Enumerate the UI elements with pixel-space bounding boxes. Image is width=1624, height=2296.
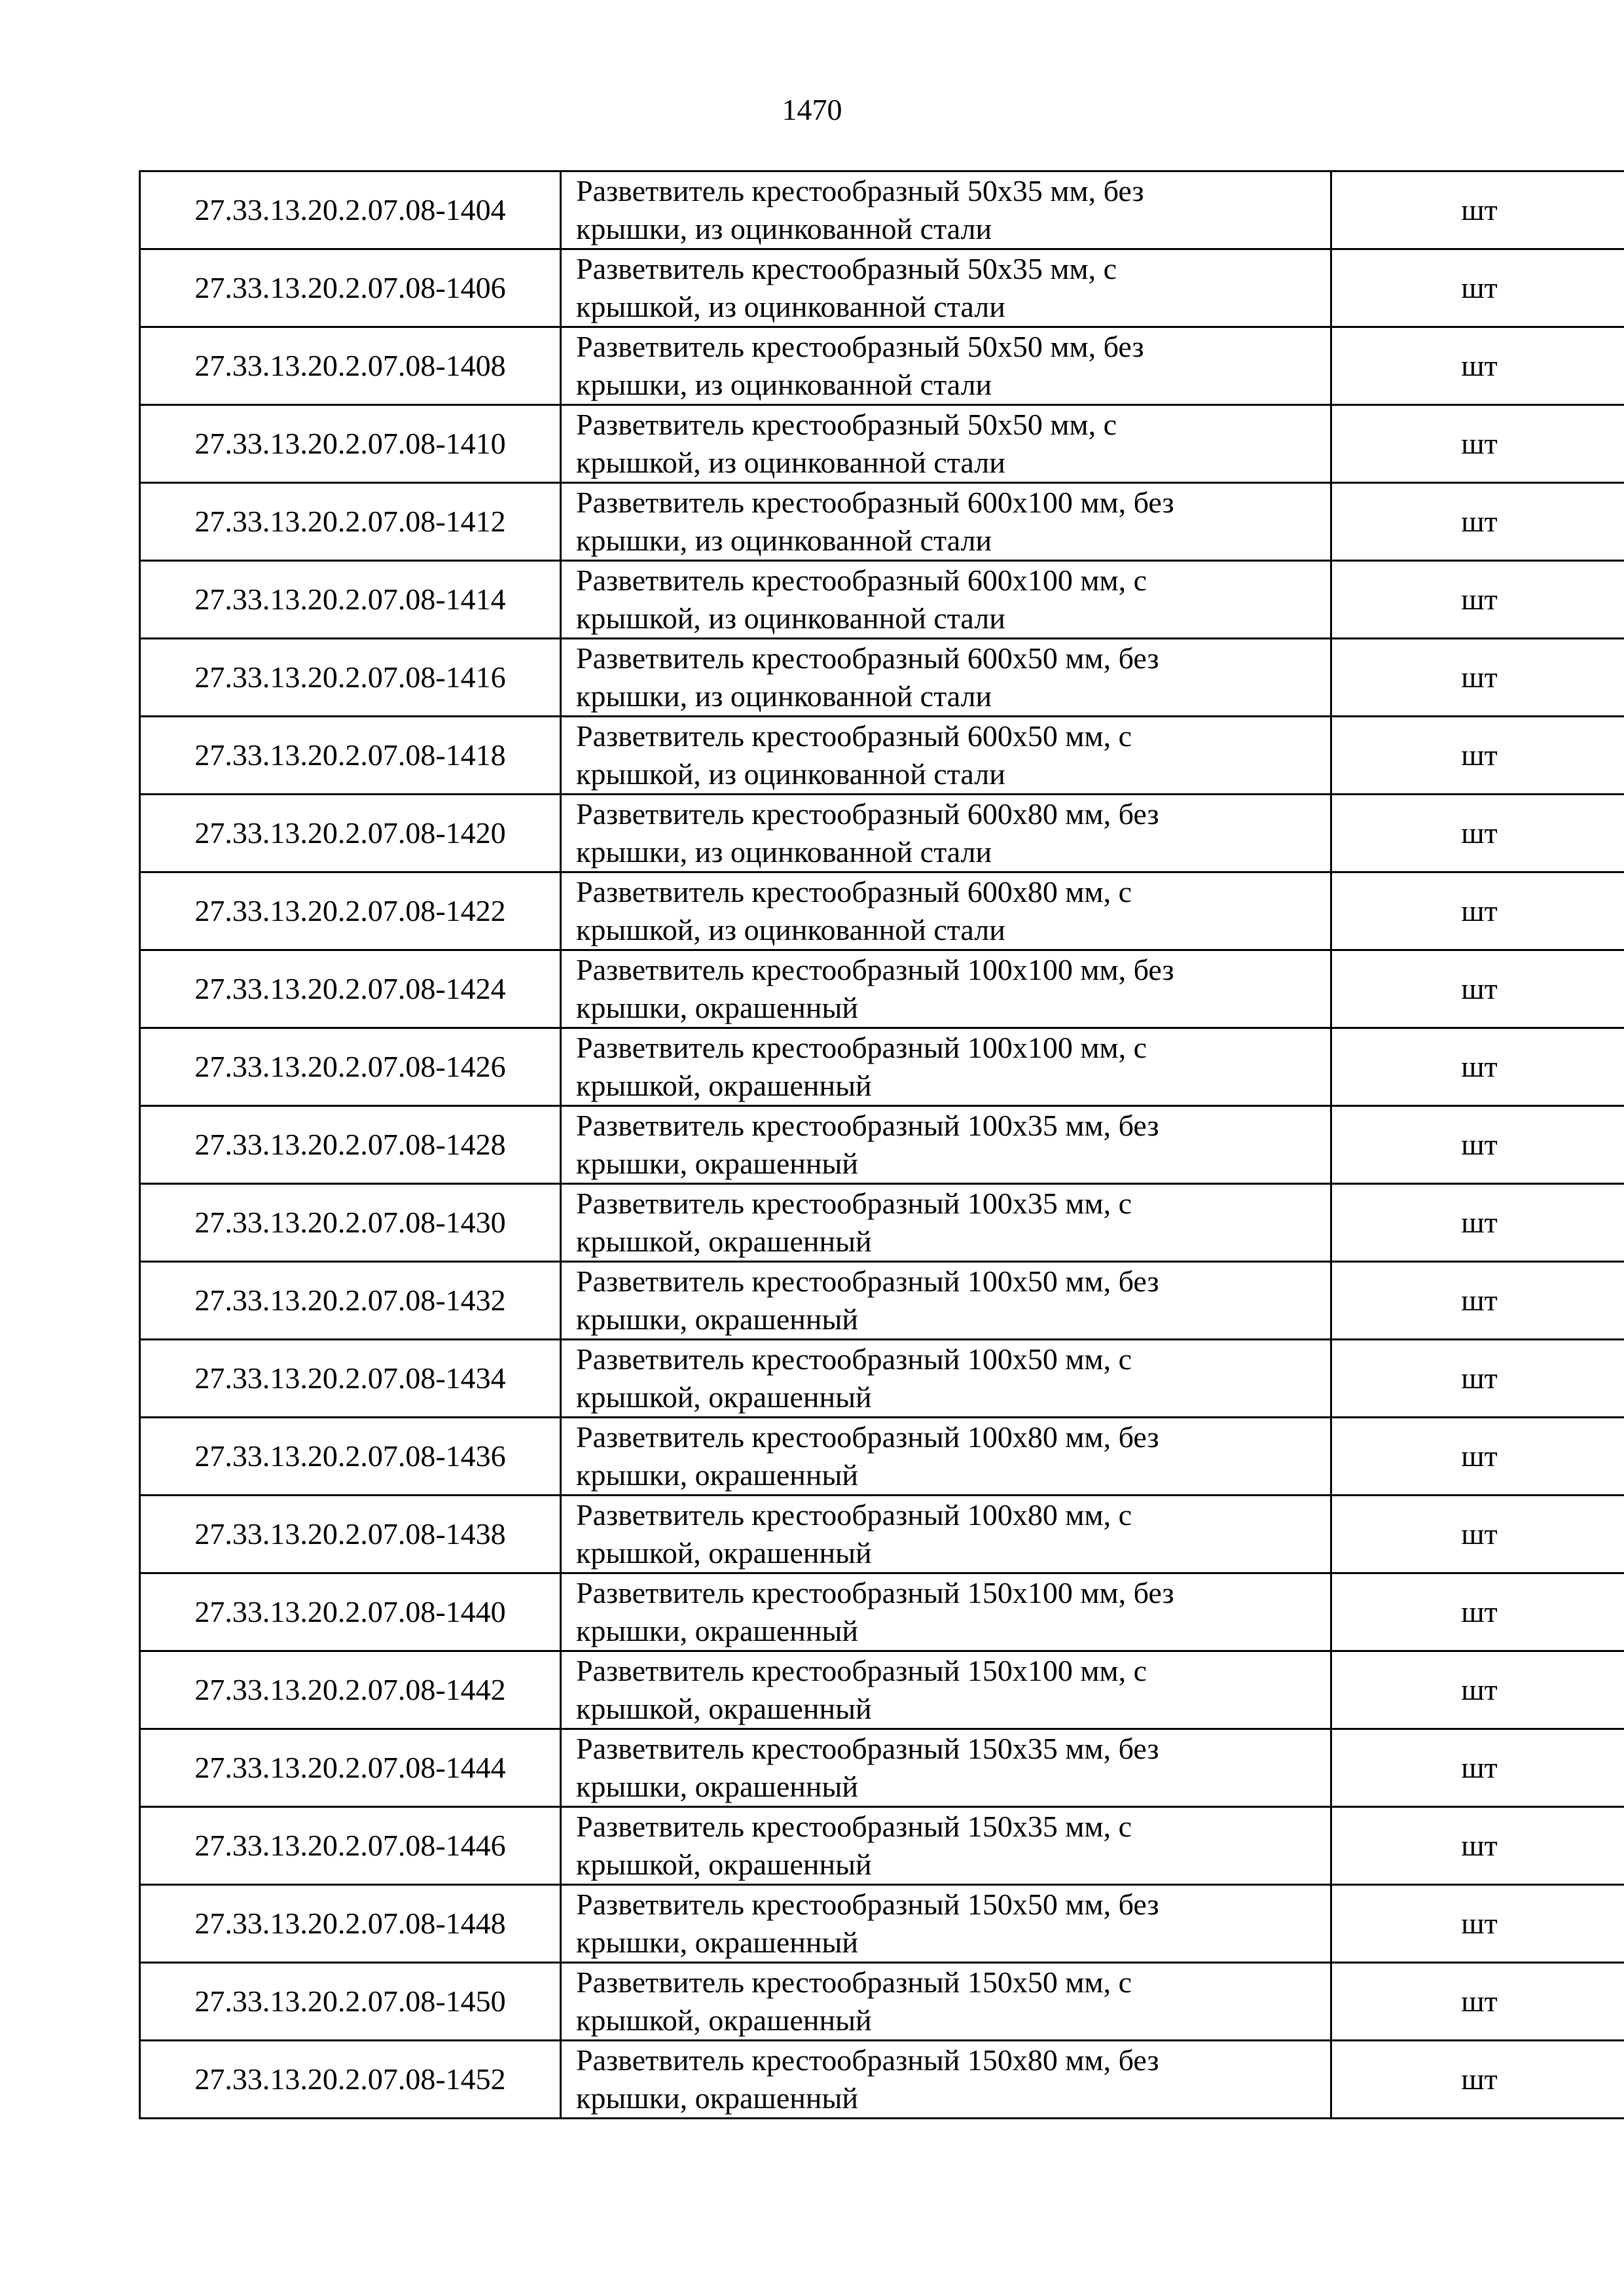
- table-row: [140, 1262, 1624, 1340]
- resource-code-cell: 27.33.13.20.2.07.08-1412: [140, 483, 561, 561]
- unit-cell: шт: [1331, 1496, 1624, 1573]
- unit-cell: шт: [1331, 1807, 1624, 1885]
- table-row: [140, 561, 1624, 639]
- table-row: [140, 249, 1624, 327]
- resource-description-cell: Разветвитель крестообразный 50х35 мм, без крышки, из оцинкованной стали: [561, 171, 1331, 249]
- table-row: [140, 171, 1624, 249]
- table-row: [140, 1418, 1624, 1496]
- resource-description-cell: Разветвитель крестообразный 50х50 мм, без крышки, из оцинкованной стали: [561, 327, 1331, 405]
- resource-table-body: [140, 171, 1624, 2119]
- table-row: [140, 483, 1624, 561]
- table-row: [140, 1106, 1624, 1184]
- table-row: [140, 1340, 1624, 1418]
- table-row: [140, 2041, 1624, 2119]
- unit-cell: шт: [1331, 405, 1624, 483]
- resource-description-cell: Разветвитель крестообразный 600х100 мм, с крышкой, из оцинкованной стали: [561, 561, 1331, 639]
- resource-description-cell: Разветвитель крестообразный 100х50 мм, без крышки, окрашенный: [561, 1262, 1331, 1340]
- table-row: [140, 405, 1624, 483]
- table-row: [140, 327, 1624, 405]
- table-row: [140, 1573, 1624, 1651]
- resource-code-cell: 27.33.13.20.2.07.08-1408: [140, 327, 561, 405]
- resource-description-cell: Разветвитель крестообразный 150х35 мм, без крышки, окрашенный: [561, 1729, 1331, 1807]
- resource-description-cell: Разветвитель крестообразный 150х35 мм, с крышкой, окрашенный: [561, 1807, 1331, 1885]
- table-row: [140, 1651, 1624, 1729]
- resource-code-cell: 27.33.13.20.2.07.08-1424: [140, 950, 561, 1028]
- table-row: [140, 1807, 1624, 1885]
- resource-description-cell: Разветвитель крестообразный 150х100 мм, с крышкой, окрашенный: [561, 1651, 1331, 1729]
- unit-cell: шт: [1331, 639, 1624, 717]
- resource-code-cell: 27.33.13.20.2.07.08-1406: [140, 249, 561, 327]
- unit-cell: шт: [1331, 1573, 1624, 1651]
- resource-code-cell: 27.33.13.20.2.07.08-1410: [140, 405, 561, 483]
- resource-code-cell: 27.33.13.20.2.07.08-1418: [140, 717, 561, 795]
- resource-code-cell: 27.33.13.20.2.07.08-1404: [140, 171, 561, 249]
- unit-cell: шт: [1331, 1729, 1624, 1807]
- resource-code-cell: 27.33.13.20.2.07.08-1442: [140, 1651, 561, 1729]
- resource-code-cell: 27.33.13.20.2.07.08-1414: [140, 561, 561, 639]
- resource-description-cell: Разветвитель крестообразный 150х50 мм, без крышки, окрашенный: [561, 1885, 1331, 1963]
- table-row: [140, 795, 1624, 872]
- table-row: [140, 1729, 1624, 1807]
- unit-cell: шт: [1331, 2041, 1624, 2119]
- resource-description-cell: Разветвитель крестообразный 100х100 мм, без крышки, окрашенный: [561, 950, 1331, 1028]
- resource-description-cell: Разветвитель крестообразный 100х35 мм, с крышкой, окрашенный: [561, 1184, 1331, 1262]
- resource-description-cell: Разветвитель крестообразный 50х50 мм, с крышкой, из оцинкованной стали: [561, 405, 1331, 483]
- unit-cell: шт: [1331, 1963, 1624, 2041]
- unit-cell: шт: [1331, 327, 1624, 405]
- table-row: [140, 717, 1624, 795]
- resource-code-cell: 27.33.13.20.2.07.08-1422: [140, 872, 561, 950]
- unit-cell: шт: [1331, 249, 1624, 327]
- resource-description-cell: Разветвитель крестообразный 150х100 мм, без крышки, окрашенный: [561, 1573, 1331, 1651]
- resource-code-cell: 27.33.13.20.2.07.08-1440: [140, 1573, 561, 1651]
- resource-code-cell: 27.33.13.20.2.07.08-1448: [140, 1885, 561, 1963]
- unit-cell: шт: [1331, 950, 1624, 1028]
- resource-description-cell: Разветвитель крестообразный 150х50 мм, с крышкой, окрашенный: [561, 1963, 1331, 2041]
- table-row: [140, 950, 1624, 1028]
- unit-cell: шт: [1331, 1106, 1624, 1184]
- unit-cell: шт: [1331, 795, 1624, 872]
- resource-description-cell: Разветвитель крестообразный 600х80 мм, без крышки, из оцинкованной стали: [561, 795, 1331, 872]
- resource-description-cell: Разветвитель крестообразный 600х50 мм, с крышкой, из оцинкованной стали: [561, 717, 1331, 795]
- resource-code-cell: 27.33.13.20.2.07.08-1444: [140, 1729, 561, 1807]
- unit-cell: шт: [1331, 1418, 1624, 1496]
- unit-cell: шт: [1331, 1651, 1624, 1729]
- unit-cell: шт: [1331, 483, 1624, 561]
- table-row: [140, 1963, 1624, 2041]
- table-row: [140, 1184, 1624, 1262]
- resource-code-cell: 27.33.13.20.2.07.08-1446: [140, 1807, 561, 1885]
- table-row: [140, 1885, 1624, 1963]
- resource-description-cell: Разветвитель крестообразный 100х100 мм, с крышкой, окрашенный: [561, 1028, 1331, 1106]
- resource-code-cell: 27.33.13.20.2.07.08-1438: [140, 1496, 561, 1573]
- unit-cell: шт: [1331, 171, 1624, 249]
- page-number: 1470: [782, 93, 842, 126]
- resource-code-cell: 27.33.13.20.2.07.08-1434: [140, 1340, 561, 1418]
- unit-cell: шт: [1331, 561, 1624, 639]
- resource-description-cell: Разветвитель крестообразный 600х100 мм, без крышки, из оцинкованной стали: [561, 483, 1331, 561]
- unit-cell: шт: [1331, 1184, 1624, 1262]
- resource-description-cell: Разветвитель крестообразный 150х80 мм, без крышки, окрашенный: [561, 2041, 1331, 2119]
- unit-cell: шт: [1331, 1340, 1624, 1418]
- resource-code-cell: 27.33.13.20.2.07.08-1428: [140, 1106, 561, 1184]
- resource-code-cell: 27.33.13.20.2.07.08-1452: [140, 2041, 561, 2119]
- unit-cell: шт: [1331, 1885, 1624, 1963]
- resource-code-cell: 27.33.13.20.2.07.08-1430: [140, 1184, 561, 1262]
- resource-description-cell: Разветвитель крестообразный 50х35 мм, с крышкой, из оцинкованной стали: [561, 249, 1331, 327]
- resource-table: [139, 170, 1624, 2119]
- resource-description-cell: Разветвитель крестообразный 600х50 мм, без крышки, из оцинкованной стали: [561, 639, 1331, 717]
- resource-description-cell: Разветвитель крестообразный 100х80 мм, без крышки, окрашенный: [561, 1418, 1331, 1496]
- resource-code-cell: 27.33.13.20.2.07.08-1450: [140, 1963, 561, 2041]
- unit-cell: шт: [1331, 1028, 1624, 1106]
- unit-cell: шт: [1331, 717, 1624, 795]
- resource-description-cell: Разветвитель крестообразный 100х35 мм, без крышки, окрашенный: [561, 1106, 1331, 1184]
- resource-code-cell: 27.33.13.20.2.07.08-1436: [140, 1418, 561, 1496]
- resource-description-cell: Разветвитель крестообразный 100х80 мм, с крышкой, окрашенный: [561, 1496, 1331, 1573]
- resource-code-cell: 27.33.13.20.2.07.08-1416: [140, 639, 561, 717]
- table-row: [140, 1028, 1624, 1106]
- table-row: [140, 639, 1624, 717]
- table-row: [140, 1496, 1624, 1573]
- unit-cell: шт: [1331, 872, 1624, 950]
- unit-cell: шт: [1331, 1262, 1624, 1340]
- resource-description-cell: Разветвитель крестообразный 600х80 мм, с крышкой, из оцинкованной стали: [561, 872, 1331, 950]
- resource-description-cell: Разветвитель крестообразный 100х50 мм, с крышкой, окрашенный: [561, 1340, 1331, 1418]
- table-row: [140, 872, 1624, 950]
- resource-code-cell: 27.33.13.20.2.07.08-1426: [140, 1028, 561, 1106]
- resource-code-cell: 27.33.13.20.2.07.08-1432: [140, 1262, 561, 1340]
- resource-code-cell: 27.33.13.20.2.07.08-1420: [140, 795, 561, 872]
